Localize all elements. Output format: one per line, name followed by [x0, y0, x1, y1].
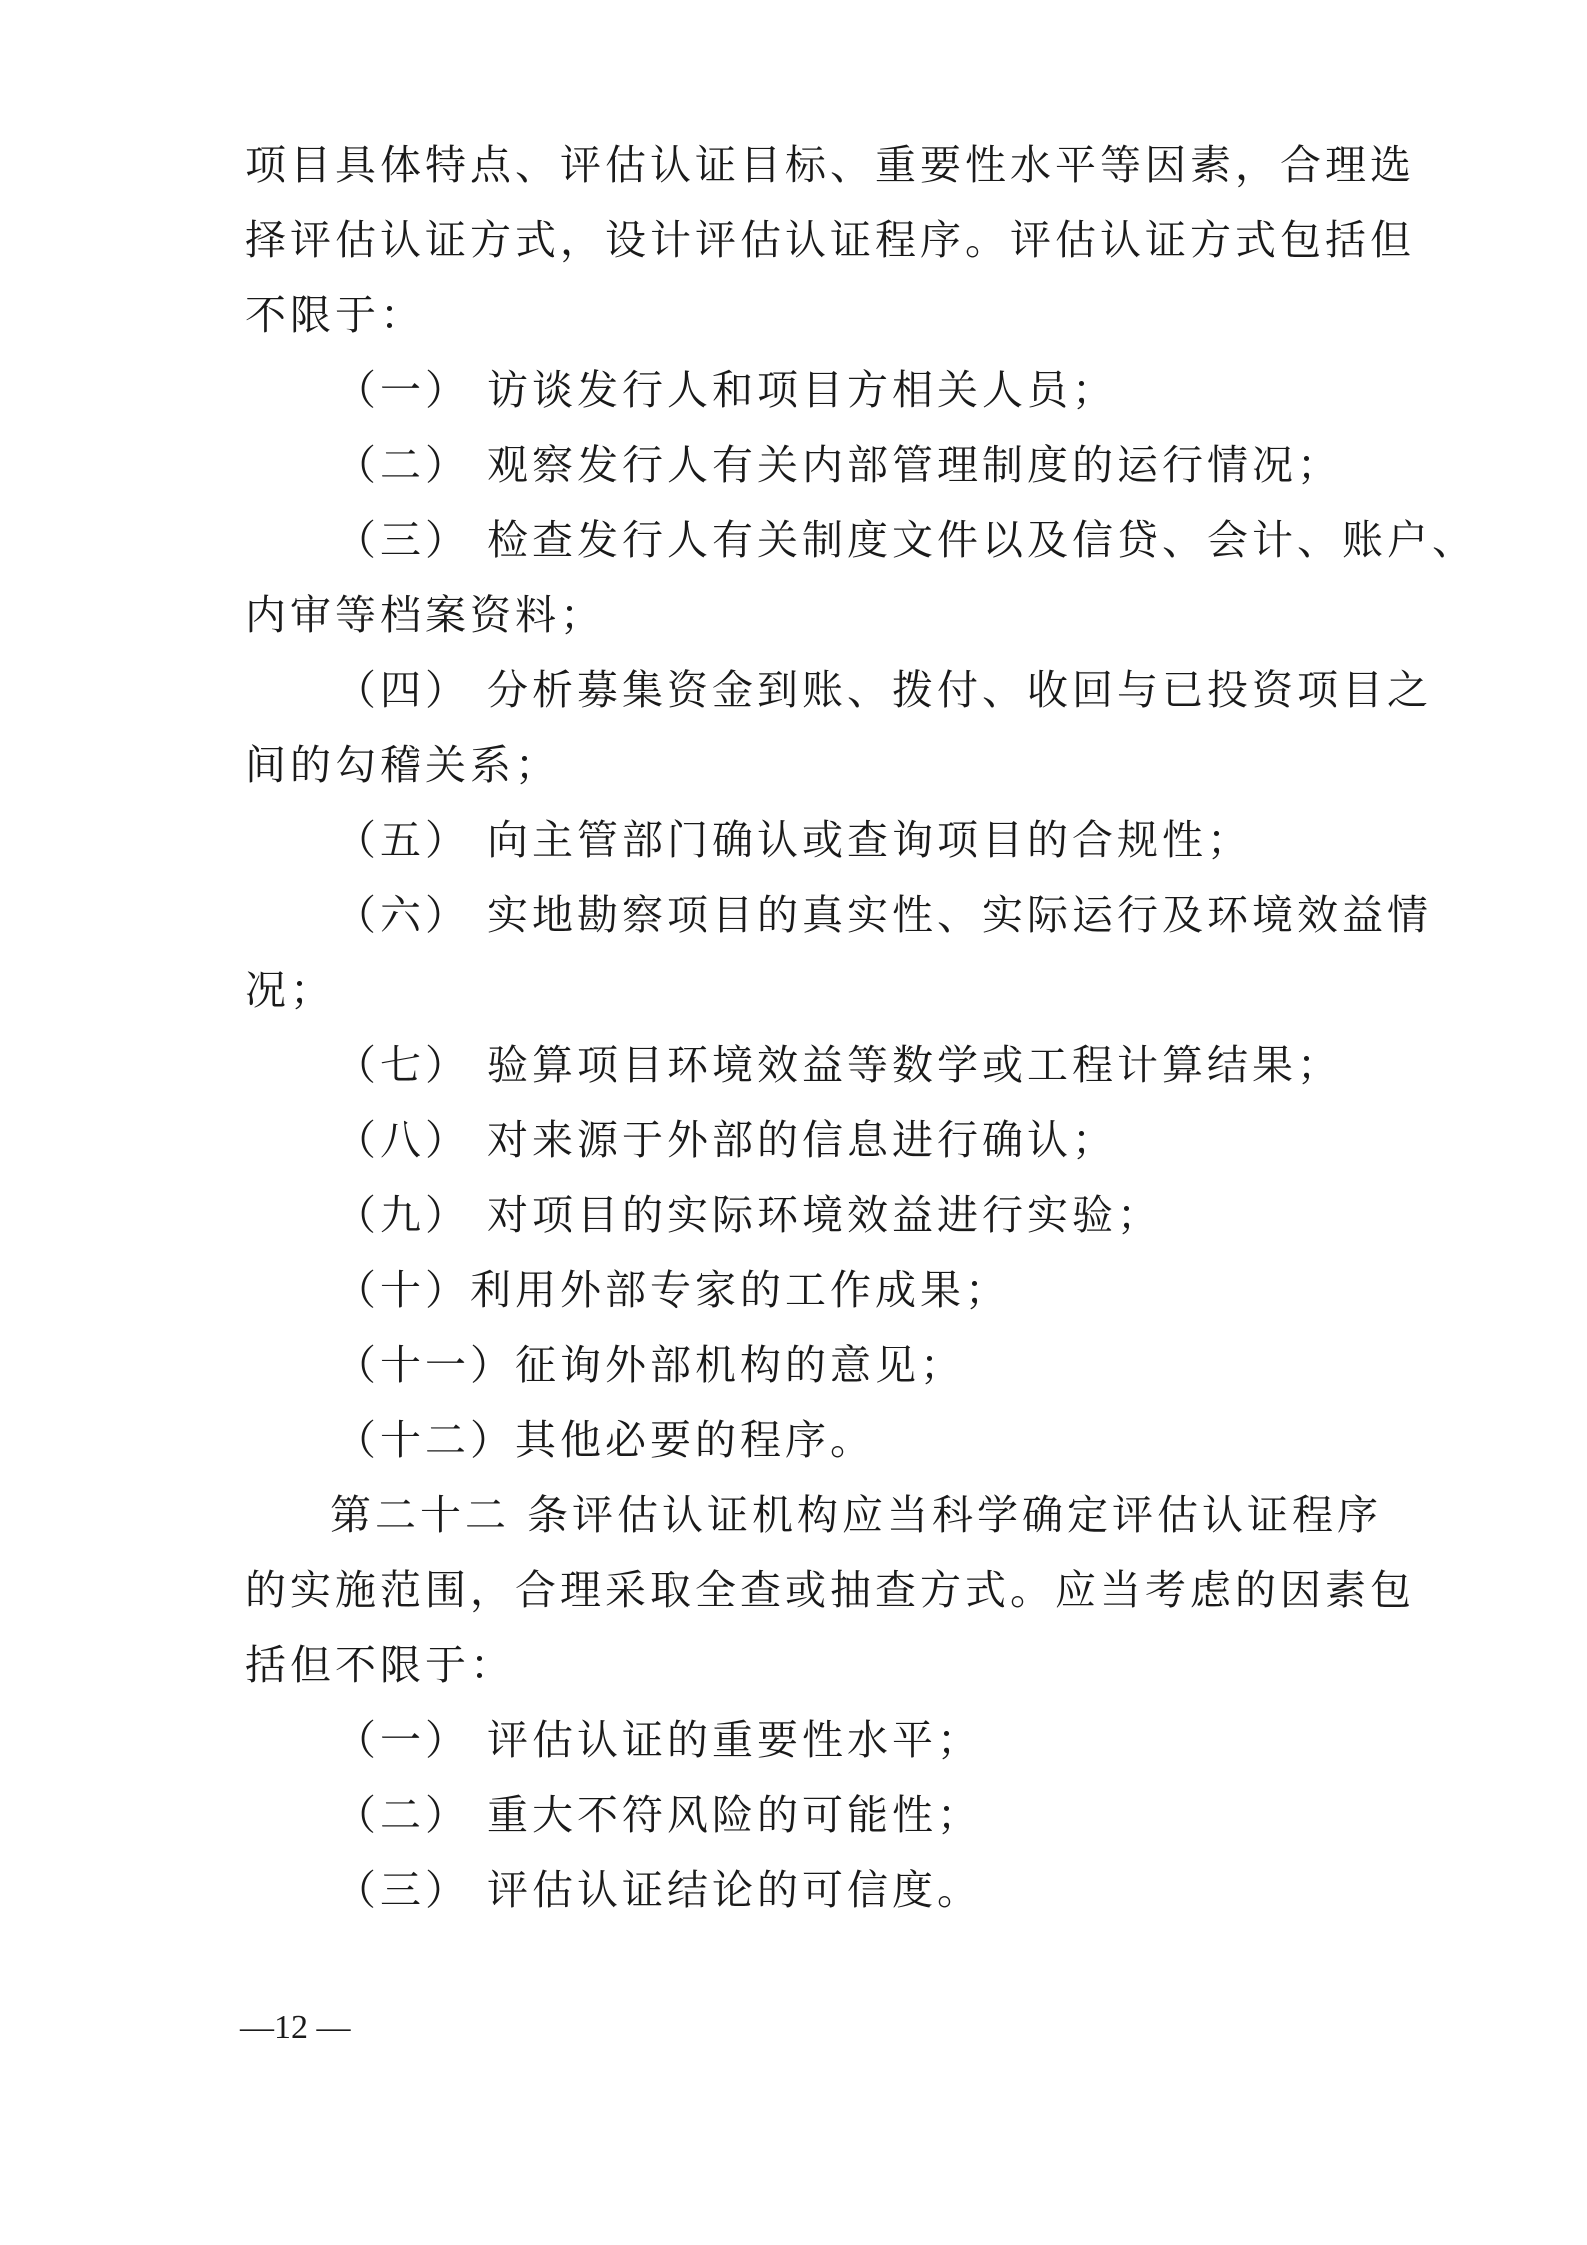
list-item-3-continued: 内审等档案资料；: [245, 591, 605, 639]
list-item-4: （四） 分析募集资金到账、拨付、收回与已投资项目之: [335, 666, 1433, 714]
list-item-12: （十二）其他必要的程序。: [335, 1416, 875, 1464]
list-item-6: （六） 实地勘察项目的真实性、实际运行及环境效益情: [335, 891, 1433, 939]
article-22-line-1: 第二十二 条评估认证机构应当科学确定评估认证程序: [330, 1491, 1383, 1539]
list-item-8: （八） 对来源于外部的信息进行确认；: [335, 1116, 1118, 1164]
list-item-3: （三） 检查发行人有关制度文件以及信贷、会计、账户、: [335, 516, 1478, 564]
article-22-line-2: 的实施范围，合理采取全查或抽查方式。应当考虑的因素包: [245, 1566, 1415, 1614]
list-item-2: （二） 观察发行人有关内部管理制度的运行情况；: [335, 441, 1343, 489]
list-item-1: （一） 访谈发行人和项目方相关人员；: [335, 366, 1118, 414]
article-22-line-3: 括但不限于：: [245, 1641, 515, 1689]
list-item-4-continued: 间的勾稽关系；: [245, 741, 560, 789]
factor-item-1: （一） 评估认证的重要性水平；: [335, 1716, 983, 1764]
factor-item-2: （二） 重大不符风险的可能性；: [335, 1791, 983, 1839]
page-number: —12 —: [240, 2009, 351, 2046]
text-line-3: 不限于：: [245, 291, 425, 339]
list-item-10: （十）利用外部专家的工作成果；: [335, 1266, 1010, 1314]
list-item-6-continued: 况；: [245, 966, 335, 1014]
text-line-2: 择评估认证方式，设计评估认证程序。评估认证方式包括但: [245, 216, 1415, 264]
list-item-7: （七） 验算项目环境效益等数学或工程计算结果；: [335, 1041, 1343, 1089]
factor-item-3: （三） 评估认证结论的可信度。: [335, 1866, 983, 1914]
list-item-11: （十一）征询外部机构的意见；: [335, 1341, 965, 1389]
list-item-9: （九） 对项目的实际环境效益进行实验；: [335, 1191, 1163, 1239]
list-item-5: （五） 向主管部门确认或查询项目的合规性；: [335, 816, 1253, 864]
text-line-1: 项目具体特点、评估认证目标、重要性水平等因素，合理选: [245, 141, 1415, 189]
